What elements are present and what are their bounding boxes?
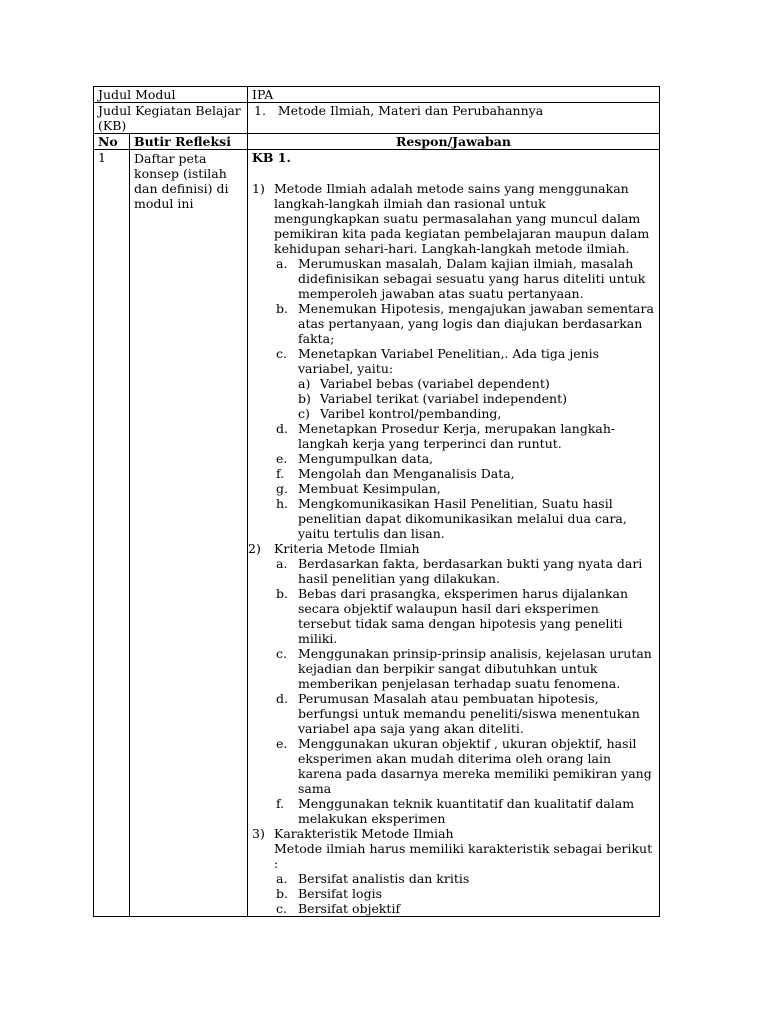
kb-title: KB 1. [252,150,291,165]
item-marker: e. [276,451,288,466]
item-list [248,556,655,826]
list-item [248,556,655,586]
item-list [252,871,655,916]
list-item [252,346,655,421]
list-item [252,451,655,466]
activity-title-row [94,103,660,134]
module-title-row [94,87,660,103]
item-text: Merumuskan masalah, Dalam kajian ilmiah, masalah didefinisikan sebagai sesuatu yang harus diteliti untuk memperoleh jawaban atas suatu pertanyaan. [298,256,646,301]
section-item [248,541,655,826]
section-list [248,181,655,916]
item-marker: c. [276,901,287,916]
sub-list-item [276,376,655,391]
section-text: Karakteristik Metode Ilmiah [274,826,454,841]
item-text: Mengolah dan Menganalisis Data, [298,466,515,481]
section-marker: 3) [252,826,265,841]
sub-list-item [276,406,655,421]
column-header-row [94,134,660,150]
item-text: Menggunakan teknik kuantitatif dan kualitatif dalam melakukan eksperimen [298,796,635,826]
section-item [252,826,655,916]
item-marker: d. [276,691,288,706]
activity-title-value: 1. Metode Ilmiah, Materi dan Perubahannya [248,103,660,134]
item-text: Berdasarkan fakta, berdasarkan bukti yang nyata dari hasil penelitian yang dilakukan. [298,556,643,586]
list-item [252,466,655,481]
row-number: 1 [94,150,130,917]
item-marker: c. [276,346,287,361]
list-item [248,646,655,691]
list-item [252,481,655,496]
section-text: Kriteria Metode Ilmiah [274,541,420,556]
item-marker: f. [276,466,285,481]
row-butir: Daftar peta konsep (istilah dan definisi) di modul ini [130,150,248,917]
item-text: Bersifat logis [298,886,382,901]
item-list [252,256,655,541]
item-marker: b. [276,886,288,901]
sub-list-item [276,391,655,406]
column-header-respon: Respon/Jawaban [248,134,660,150]
column-header-butir: Butir Refleksi [130,134,248,150]
list-item [252,901,655,916]
subitem-text: Varibel kontrol/pembanding, [320,406,502,421]
list-item [252,886,655,901]
list-item [252,256,655,301]
table-row [94,150,660,917]
list-item [248,691,655,736]
item-marker: f. [276,796,285,811]
list-item [248,796,655,826]
list-item [252,871,655,886]
item-text: Menetapkan Variabel Penelitian,. Ada tiga jenis variabel, yaitu: [298,346,600,376]
item-marker: a. [276,871,288,886]
column-header-no: No [94,134,130,150]
item-marker: b. [276,301,288,316]
item-text: Menggunakan ukuran objektif , ukuran objektif, hasil eksperimen akan mudah diterima oleh orang lain karena pada dasarnya mereka memiliki pemikiran yang sama [298,736,652,796]
list-item [248,586,655,646]
item-text: Mengumpulkan data, [298,451,434,466]
section-marker: 2) [248,541,261,556]
subitem-marker: b) [298,391,311,406]
activity-title-label: Judul Kegiatan Belajar (KB) [94,103,248,134]
subitem-marker: c) [298,406,310,421]
module-title-value: IPA [248,87,660,103]
section-item [252,181,655,541]
item-text: Mengkomunikasikan Hasil Penelitian, Suatu hasil penelitian dapat dikomunikasikan melalui dua cara, yaitu tertulis dan lisan. [298,496,627,541]
section-text: Metode Ilmiah adalah metode sains yang menggunakan langkah-langkah ilmiah dan rasional untuk mengungkapkan suatu permasalahan yang muncul dalam pemikiran kita pada kegiatan pembelajaran maupun dalam kehidupan sehari-hari. Langkah-langkah metode ilmiah. [274,181,650,256]
module-title-label: Judul Modul [94,87,248,103]
item-marker: a. [276,256,288,271]
list-item [252,421,655,451]
item-text: Menggunakan prinsip-prinsip analisis, kejelasan urutan kejadian dan berpikir sangat dibutuhkan untuk memberikan penjelasan terhadap suatu fenomena. [298,646,652,691]
item-text: Menemukan Hipotesis, mengajukan jawaban sementara atas pertanyaan, yang logis dan diajukan berdasarkan fakta; [298,301,654,346]
item-marker: g. [276,481,288,496]
item-marker: h. [276,496,289,511]
subitem-text: Variabel terikat (variabel independent) [320,391,567,406]
subitem-text: Variabel bebas (variabel dependent) [320,376,550,391]
response-cell [248,150,660,917]
list-item [252,496,655,541]
item-text: Bersifat objektif [298,901,401,916]
item-text: Membuat Kesimpulan, [298,481,441,496]
item-marker: e. [276,736,288,751]
item-text: Bersifat analistis dan kritis [298,871,470,886]
section-intro: Metode ilmiah harus memiliki karakteristik sebagai berikut : [274,841,653,871]
list-item [252,301,655,346]
subitem-marker: a) [298,376,311,391]
list-item [248,736,655,796]
item-marker: c. [276,646,287,661]
subitem-list [252,376,655,421]
section-marker: 1) [252,181,265,196]
reflection-table [93,86,660,917]
item-marker: d. [276,421,288,436]
item-text: Perumusan Masalah atau pembuatan hipotesis, berfungsi untuk memandu peneliti/siswa menentukan variabel apa saja yang akan diteliti. [298,691,640,736]
item-text: Bebas dari prasangka, eksperimen harus dijalankan secara objektif walaupun hasil dari eksperimen tersebut tidak sama dengan hipotesis yang peneliti miliki. [298,586,629,646]
item-marker: a. [276,556,288,571]
item-text: Menetapkan Prosedur Kerja, merupakan langkah-langkah kerja yang terperinci dan runtut. [298,421,616,451]
item-marker: b. [276,586,288,601]
